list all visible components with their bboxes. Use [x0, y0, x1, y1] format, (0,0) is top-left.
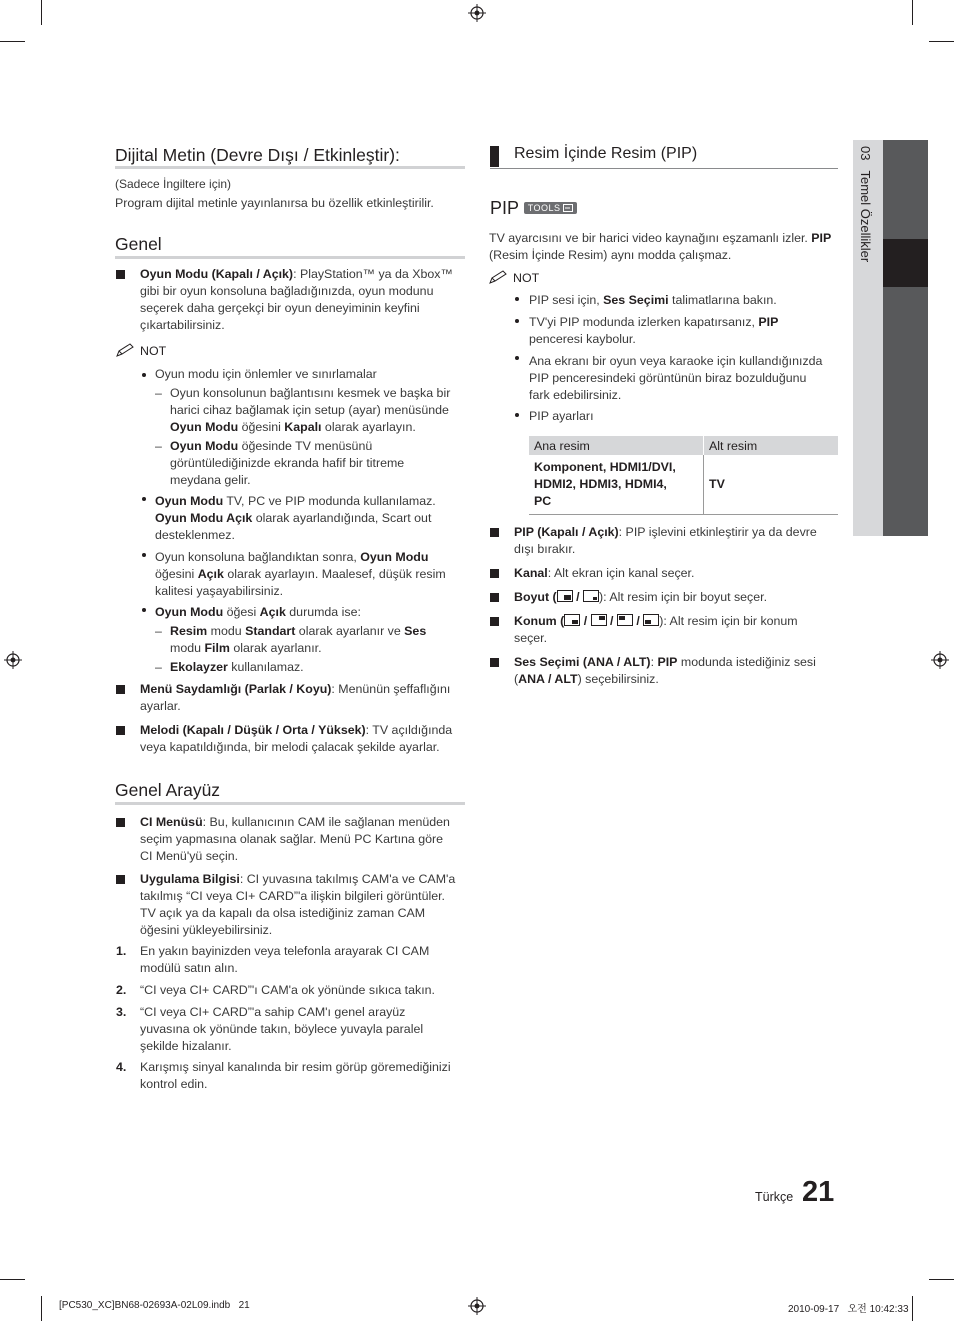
- dash-marker: –: [155, 386, 162, 400]
- uygulama-bilgisi-text: Uygulama Bilgisi: CI yuvasına takılmış CAM'a ve CAM'a takılmış “CI veya CI+ CARD”'a ilişkin bilgileri görüntüler. TV açık ya da kapalı da olsa istediğiniz zaman CAM öğesini yükleyebilirsiniz.: [140, 872, 456, 937]
- bullet-dot: [142, 608, 146, 612]
- menu-saydamligi-text: Menü Saydamlığı (Parlak / Koyu): Menünün şeffaflığını ayarlar.: [140, 682, 451, 713]
- print-timestamp: 2010-09-17 오전 10:42:33: [788, 1304, 909, 1315]
- bullet-dot: [142, 373, 146, 377]
- note-label: NOT: [489, 270, 539, 287]
- genel-note-bullet-2: Oyun Modu TV, PC ve PIP modunda kullanılamaz. Oyun Modu Açık olarak ayarlandığında, Scart out desteklenmez.: [155, 494, 436, 542]
- position-bottom-right-icon: [564, 614, 580, 626]
- step-text: “CI veya CI+ CARD”'ı CAM'a ok yönünde sıkıca takın.: [140, 983, 435, 997]
- chapter-number: 03: [858, 146, 873, 161]
- melodi-text: Melodi (Kapalı / Düşük / Orta / Yüksek): TV açıldığında veya kapatıldığında, bir melodi çalacak şekilde ayarlar.: [140, 723, 453, 754]
- section-marker: [490, 146, 499, 167]
- crop-mark: [0, 1279, 25, 1280]
- pip-settings-table: [529, 436, 838, 515]
- position-bottom-left-icon: [643, 614, 659, 626]
- bullet-square: [116, 818, 125, 827]
- pip-title: PIP TOOLS: [490, 198, 577, 219]
- bullet-square: [116, 270, 125, 279]
- bullet-dot: [515, 356, 519, 360]
- genel-arayuz-heading: Genel Arayüz: [115, 780, 221, 800]
- dijital-line-2: Program dijital metinle yayınlanırsa bu özellik etkinleştirilir.: [115, 196, 434, 210]
- genel-heading: Genel: [115, 234, 162, 254]
- genel-note-dash-3: Resim modu Standart olarak ayarlanır ve Ses modu Film olarak ayarlanır.: [170, 624, 427, 655]
- bullet-dot: [142, 553, 146, 557]
- konum-text: Konum ( / / / ): Alt resim için bir konum seçer.: [514, 614, 798, 645]
- size-small-icon: [583, 590, 599, 602]
- position-top-right-icon: [591, 614, 607, 626]
- step-text: Karışmış sinyal kanalında bir resim görüp göremediğinizi kontrol edin.: [140, 1060, 451, 1091]
- genel-note-bullet-3: Oyun konsoluna bağlandıktan sonra, Oyun Modu öğesini Açık olarak ayarlayın. Maalesef, düşük resim kalitesi yaşayabilirsiniz.: [155, 550, 446, 598]
- note-label: NOT: [116, 343, 166, 360]
- bullet-square: [490, 617, 499, 626]
- heading-rule: [115, 166, 465, 169]
- bullet-square: [490, 528, 499, 537]
- pip-note-bullet-2: TV'yi PIP modunda izlerken kapatırsanız, PIP penceresi kaybolur.: [529, 315, 779, 346]
- bullet-dot: [515, 413, 519, 417]
- pip-note-bullet-3: Ana ekranı bir oyun veya karaoke için kullandığınızda PIP penceresindeki görüntünün biraz bozulduğunu fark edebilirsiniz.: [529, 354, 823, 402]
- oyun-modu-text: Oyun Modu (Kapalı / Açık): PlayStation™ ya da Xbox™ gibi bir oyun konsoluna bağladığınızda, oyun modunu seçerek daha gerçekçi bir oyun deneyiminin keyfini çıkartabilirsiniz.: [140, 267, 453, 332]
- bullet-square: [490, 658, 499, 667]
- genel-note-dash-1: Oyun konsolunun bağlantısını kesmek ve başka bir harici cihaz bağlamak için setup (ayar) menüsünde Oyun Modu öğesini Kapalı olarak ayarlayın.: [170, 386, 451, 434]
- dash-marker: –: [155, 660, 162, 674]
- table-header-main: Ana resim: [529, 436, 704, 455]
- bullet-dot: [515, 319, 519, 323]
- bullet-dot: [515, 297, 519, 301]
- genel-note-bullet-4: Oyun Modu öğesi Açık durumda ise:: [155, 605, 361, 619]
- step-text: “CI veya CI+ CARD”'a sahip CAM'ı genel arayüz yuvasına ok yönünde takın, böylece yuvayla paralel şekilde hizalanır.: [140, 1005, 424, 1053]
- crop-mark: [0, 41, 25, 42]
- genel-note-dash-2: Oyun Modu öğesinde TV menüsünü görüntülediğinizde ekranda hafif bir titreme meydana gelir.: [170, 439, 405, 487]
- side-tab-label: [858, 146, 873, 262]
- kanal-text: Kanal: Alt ekran için kanal seçer.: [514, 566, 695, 580]
- table-cell-main: Komponent, HDMI1/DVI, HDMI2, HDMI3, HDMI4, PC: [529, 455, 704, 515]
- step-number: 2.: [116, 983, 127, 997]
- tools-badge: TOOLS: [524, 202, 577, 214]
- genel-note-bullet-1: Oyun modu için önlemler ve sınırlamalar: [155, 367, 377, 381]
- pencil-icon: [489, 270, 509, 284]
- bullet-square: [116, 875, 125, 884]
- table-cell-sub: TV: [704, 455, 839, 515]
- bullet-square: [490, 593, 499, 602]
- table-row: [529, 455, 838, 515]
- pencil-icon: [116, 343, 136, 357]
- bullet-dot: [142, 497, 146, 501]
- crop-mark: [912, 1296, 913, 1321]
- pip-note-bullet-4: PIP ayarları: [529, 409, 594, 423]
- crop-mark: [929, 41, 954, 42]
- crop-mark: [912, 0, 913, 25]
- heading-rule: [490, 168, 838, 169]
- dash-marker: –: [155, 439, 162, 453]
- bullet-square: [490, 569, 499, 578]
- registration-mark-icon: [4, 651, 22, 669]
- heading-rule: [115, 256, 465, 259]
- footer-language: Türkçe: [755, 1190, 794, 1204]
- size-large-icon: [557, 590, 573, 602]
- registration-mark-icon: [468, 4, 486, 22]
- step-number: 4.: [116, 1060, 127, 1074]
- bullet-square: [116, 685, 125, 694]
- crop-mark: [41, 0, 42, 25]
- heading-rule: [115, 802, 465, 805]
- crop-mark: [929, 1279, 954, 1280]
- pip-onoff-text: PIP (Kapalı / Açık): PIP işlevini etkinleştirir ya da devre dışı bırakır.: [514, 525, 817, 556]
- side-tab-marker: [883, 239, 928, 287]
- ses-secimi-text: Ses Seçimi (ANA / ALT): PIP modunda istediğiniz sesi (ANA / ALT) seçebilirsiniz.: [514, 655, 816, 686]
- registration-mark-icon: [468, 1297, 486, 1315]
- step-text: En yakın bayinizden veya telefonla arayarak CI CAM modülü satın alın.: [140, 944, 430, 975]
- pip-section-heading: Resim İçinde Resim (PIP): [514, 145, 698, 162]
- tools-icon: [563, 204, 573, 212]
- position-top-left-icon: [617, 614, 633, 626]
- table-header-sub: Alt resim: [704, 436, 839, 455]
- step-number: 3.: [116, 1005, 127, 1019]
- print-file-info: [PC530_XC]BN68-02693A-02L09.indb 21: [59, 1300, 250, 1311]
- dijital-line-1: (Sadece İngiltere için): [115, 177, 232, 191]
- crop-mark: [41, 1296, 42, 1321]
- pip-note-bullet-1: PIP sesi için, Ses Seçimi talimatlarına bakın.: [529, 293, 777, 307]
- boyut-text: Boyut ( / ): Alt resim için bir boyut seçer.: [514, 590, 768, 604]
- chapter-label: Temel Özellikler: [858, 170, 873, 263]
- ci-menusu-text: CI Menüsü: Bu, kullanıcının CAM ile sağlanan menüden seçim yapmasına olanak sağlar. Menü PC Kartına göre CI Menü'yü seçin.: [140, 815, 450, 863]
- page-number: 21: [802, 1176, 835, 1208]
- genel-note-dash-4: Ekolayzer kullanılamaz.: [170, 660, 304, 674]
- step-number: 1.: [116, 944, 127, 958]
- dijital-metin-heading: Dijital Metin (Devre Dışı / Etkinleştir):: [115, 145, 400, 165]
- side-tab-dark: [883, 140, 928, 536]
- bullet-square: [116, 726, 125, 735]
- pip-intro: TV ayarcısını ve bir harici video kaynağını eşzamanlı izler. PIP (Resim İçinde Resim) aynı modda çalışmaz.: [489, 231, 832, 262]
- registration-mark-icon: [931, 651, 949, 669]
- dash-marker: –: [155, 624, 162, 638]
